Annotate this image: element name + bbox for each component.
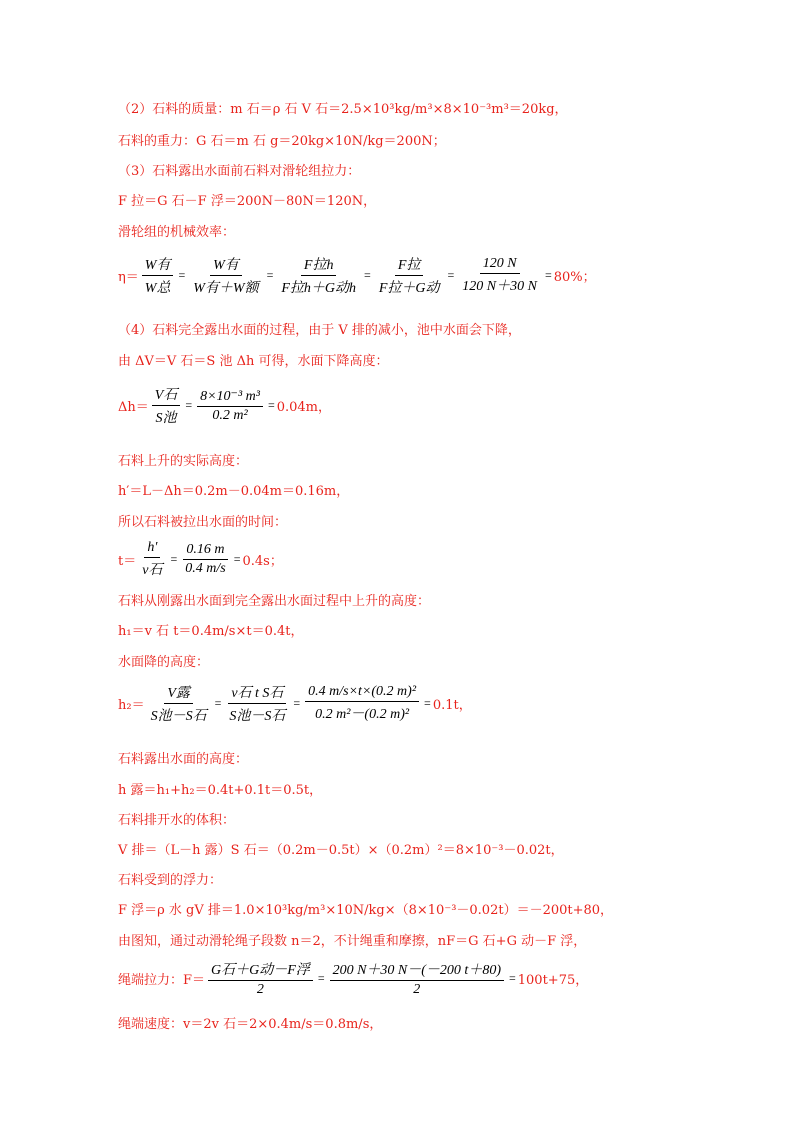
fraction-numerator: 0.16 m bbox=[183, 542, 227, 560]
eq-prefix: Δh＝ bbox=[118, 400, 149, 415]
fraction-denominator: v石 bbox=[142, 563, 163, 578]
fraction-denominator: 0.4 m/s bbox=[185, 561, 226, 576]
eq-result: 0.1t， bbox=[432, 698, 472, 713]
fraction-denominator: W总 bbox=[144, 281, 171, 296]
fraction-numerator: v石 t S石 bbox=[228, 682, 286, 704]
text-line: 石料露出水面的高度： bbox=[118, 752, 249, 767]
fraction-numerator: h′ bbox=[144, 540, 160, 558]
delta-h-equation: Δh＝ $\frac{\text{V石}}{\text{S池}}$ = $\frac{\text{8×10⁻³ m³}}{\text{0.2 m²}}$ = 0.04m， bbox=[118, 384, 331, 427]
text-line: （3）石料露出水面前石料对滑轮组拉力： bbox=[118, 164, 361, 179]
text-line: 由图知，通过动滑轮绳子段数 n＝2，不计绳重和摩擦，nF＝G 石+G 动－F 浮， bbox=[118, 934, 587, 949]
fraction-denominator: 2 bbox=[413, 982, 421, 997]
fraction-denominator: S池 bbox=[155, 411, 177, 426]
text-line: （4）石料完全露出水面的过程，由于 V 排的减小，池中水面会下降， bbox=[118, 323, 521, 338]
fraction-denominator: 0.2 m²－(0.2 m)² bbox=[315, 707, 410, 722]
text-line: 所以石料被拉出水面的时间： bbox=[118, 515, 288, 530]
time-equation: t＝ $\frac{h'}{\text{v石}}$ = $\frac{0.16 m}{0.4 m/s}$ = 0.4s； bbox=[118, 540, 283, 578]
fraction-numerator: 0.4 m/s×t×(0.2 m)² bbox=[305, 684, 419, 702]
fraction-denominator: 0.2 m² bbox=[212, 407, 248, 423]
fraction-denominator: S池－S石 bbox=[229, 709, 286, 724]
fraction-numerator: G石＋G动－F浮 bbox=[208, 959, 313, 981]
text-line: 石料受到的浮力： bbox=[118, 873, 223, 888]
text-line: （2）石料的质量：m 石＝ρ 石 V 石＝2.5×10³kg/m³×8×10⁻³m³＝20kg， bbox=[118, 102, 568, 117]
text-line: h 露＝h₁+h₂＝0.4t+0.1t＝0.5t， bbox=[118, 783, 323, 798]
fraction-numerator: F拉h bbox=[301, 254, 337, 276]
fraction-denominator: W有＋W额 bbox=[193, 281, 259, 296]
eq-prefix: 绳端拉力：F＝ bbox=[118, 973, 206, 988]
text-line: 石料排开水的体积： bbox=[118, 813, 236, 828]
text-line: 滑轮组的机械效率： bbox=[118, 225, 236, 240]
text-line: F 拉＝G 石－F 浮＝200N－80N＝120N， bbox=[118, 194, 377, 209]
text-line: 由 ΔV＝V 石＝S 池 Δh 可得，水面下降高度： bbox=[118, 354, 389, 369]
eq-prefix: h₂＝ bbox=[118, 698, 145, 713]
efficiency-equation: η＝ $\frac{\text{W有}}{\text{W总}}$ = $\frac{\text{W有}}{\text{W有＋W额}}$ = $\frac{\text{F拉h}}{\text{F拉h＋G动h}}$ = $\frac{\text{F拉}}{\text{F拉＋G动}}$ = $\frac{120 N}{120 N+30 N}$ = 80%； bbox=[118, 256, 596, 296]
text-line: F 浮＝ρ 水 gV 排＝1.0×10³kg/m³×10N/kg×（8×10⁻³－0.02t）＝－200t+80， bbox=[118, 903, 614, 918]
text-line: V 排＝（L－h 露）S 石＝（0.2m－0.5t）×（0.2m）²＝8×10⁻³－0.02t， bbox=[118, 843, 564, 858]
eq-result: 0.04m， bbox=[276, 400, 332, 415]
fraction-denominator: 120 N＋30 N bbox=[462, 279, 537, 294]
text-line: 绳端速度：v＝2v 石＝2×0.4m/s＝0.8m/s， bbox=[118, 1017, 383, 1032]
fraction-numerator: W有 bbox=[142, 254, 174, 276]
fraction-denominator: F拉＋G动 bbox=[378, 281, 440, 296]
fraction-numerator: 120 N bbox=[480, 256, 520, 274]
fraction-numerator: 8×10⁻³ m³ bbox=[197, 388, 263, 407]
text-line: 石料上升的实际高度： bbox=[118, 454, 249, 469]
text-line: h₁＝v 石 t＝0.4m/s×t＝0.4t， bbox=[118, 624, 304, 639]
eq-prefix: t＝ bbox=[118, 554, 137, 569]
eq-result: 100t+75， bbox=[517, 973, 589, 988]
fraction-numerator: V石 bbox=[152, 384, 181, 406]
text-line: 石料的重力：G 石＝m 石 g＝20kg×10N/kg＝200N； bbox=[118, 134, 446, 149]
fraction-numerator: V露 bbox=[164, 682, 193, 704]
fraction-denominator: S池－S石 bbox=[150, 709, 207, 724]
fraction-denominator: 2 bbox=[256, 982, 264, 997]
text-line: 水面降的高度： bbox=[118, 655, 210, 670]
pull-force-equation: 绳端拉力：F＝ $\frac{\text{G石＋G动－F浮}}{2}$ = $\frac{200 N+30 N-(-200 t+80)}{2}$ = 100t+75， bbox=[118, 959, 588, 998]
h2-equation: h₂＝ $\frac{\text{V露}}{\text{S池－S石}}$ = $\frac{\text{v石 t S石}}{\text{S池－S石}}$ = $\frac{\text{0.4 m/s×t×(0.2 m)²}}{\text{0.2 m²－(0.2 m)²}}$ = 0.1t， bbox=[118, 684, 472, 724]
fraction-numerator: W有 bbox=[210, 254, 242, 276]
text-line: h′＝L－Δh＝0.2m－0.04m＝0.16m， bbox=[118, 484, 350, 499]
fraction-denominator: F拉h＋G动h bbox=[281, 281, 357, 296]
fraction-numerator: 200 N＋30 N－(－200 t＋80) bbox=[330, 959, 504, 981]
eq-result: 0.4s； bbox=[242, 554, 283, 569]
eq-result: 80%； bbox=[553, 270, 596, 285]
fraction-numerator: F拉 bbox=[395, 254, 424, 276]
text-line: 石料从刚露出水面到完全露出水面过程中上升的高度： bbox=[118, 594, 431, 609]
eq-prefix: η＝ bbox=[118, 270, 139, 285]
